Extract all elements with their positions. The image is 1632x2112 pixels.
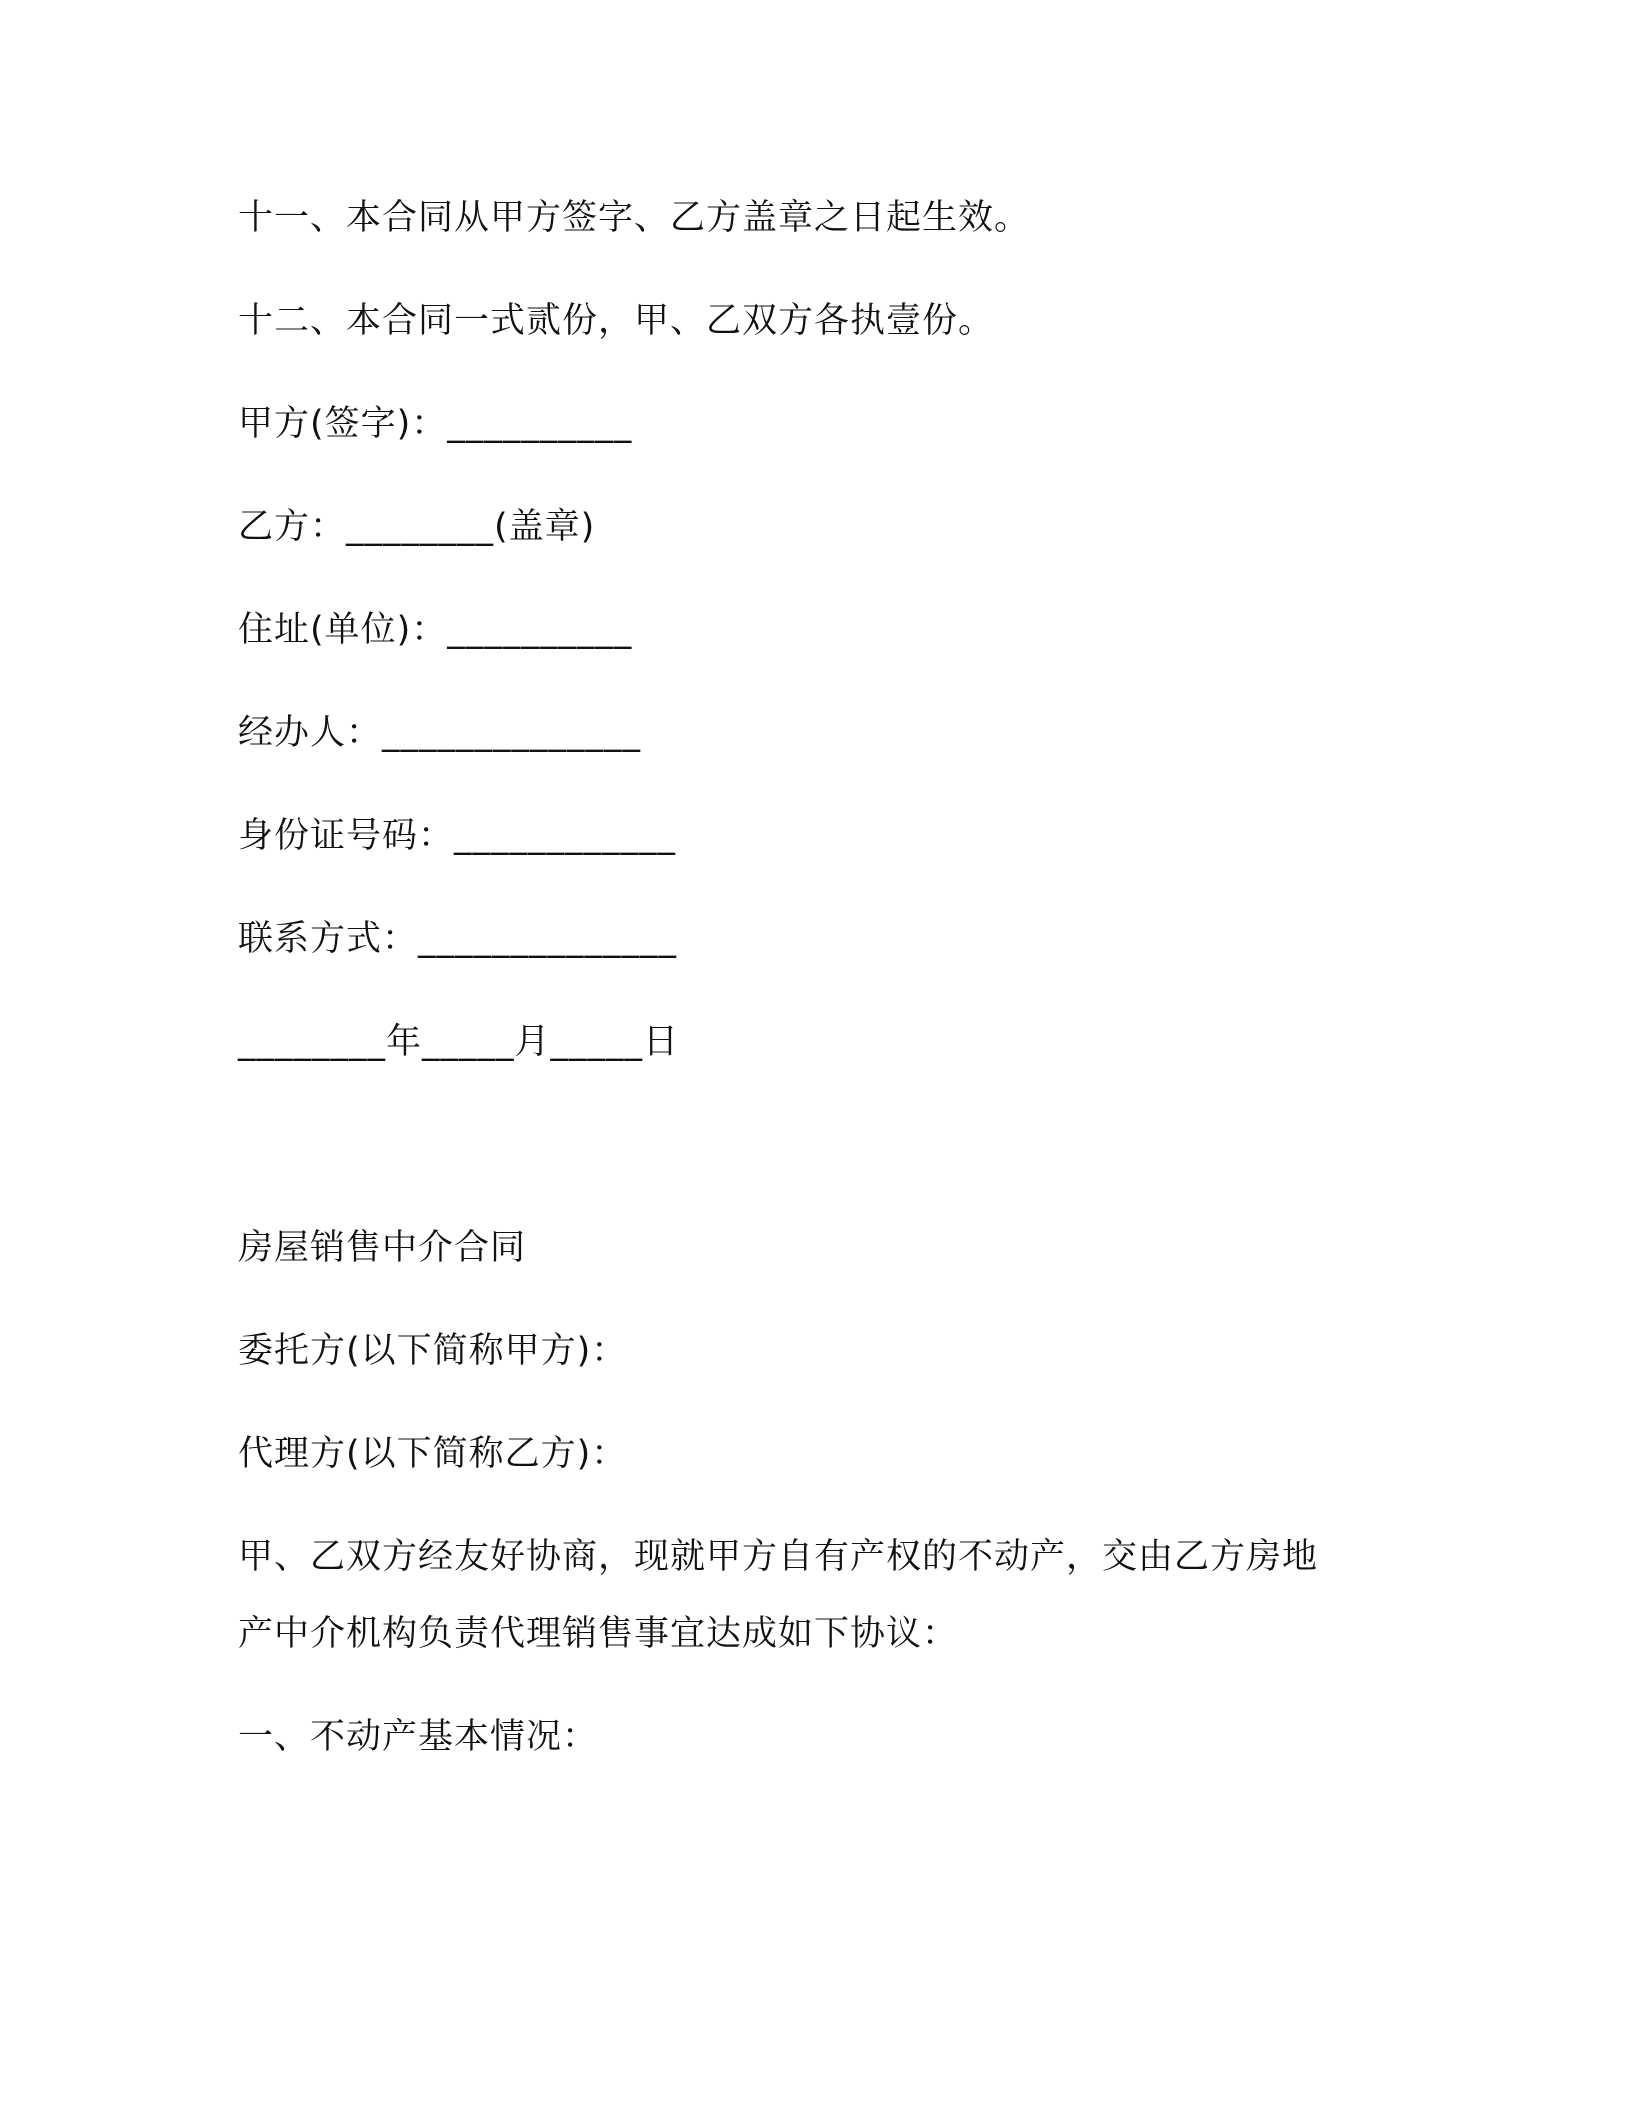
agent-party-line: 代理方(以下简称乙方)： [238, 1434, 628, 1474]
clause-11: 十一、本合同从甲方签字、乙方盖章之日起生效。 [238, 198, 1031, 238]
contract-title: 房屋销售中介合同 [238, 1228, 527, 1268]
id-number-line: 身份证号码：____________ [238, 816, 677, 856]
address-line: 住址(单位)：__________ [238, 610, 633, 650]
principal-party-line: 委托方(以下简称甲方)： [238, 1331, 628, 1371]
party-a-signature-line: 甲方(签字)：__________ [238, 404, 633, 444]
date-line: ________年_____月_____日 [238, 1022, 680, 1062]
agent-line: 经办人：______________ [238, 713, 642, 753]
party-b-seal-line: 乙方：________(盖章) [238, 507, 596, 547]
intro-paragraph-line-2: 产中介机构负责代理销售事宜达成如下协议： [238, 1614, 959, 1654]
section-1-heading: 一、不动产基本情况： [238, 1717, 599, 1757]
clause-12: 十二、本合同一式贰份，甲、乙双方各执壹份。 [238, 301, 995, 341]
intro-paragraph-line-1: 甲、乙双方经友好协商，现就甲方自有产权的不动产，交由乙方房地 [238, 1537, 1319, 1577]
contact-line: 联系方式：______________ [238, 919, 678, 959]
